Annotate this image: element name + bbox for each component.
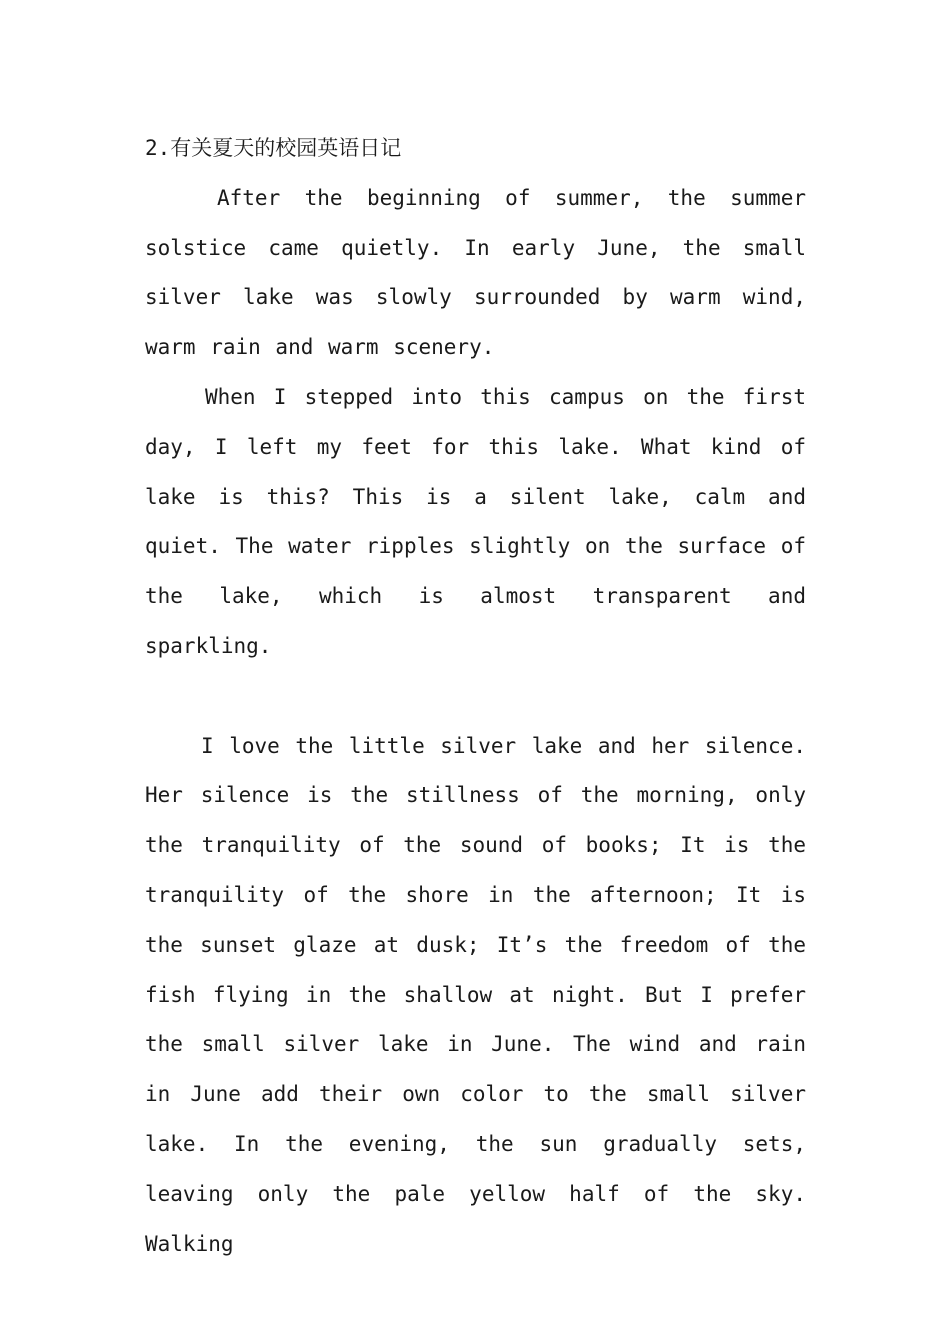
document-heading: 2.有关夏天的校园英语日记 bbox=[145, 136, 402, 160]
paragraph-2: When I stepped into this campus on the first day, I left my feet for this lake. What kind of lake is this? This is a silent lake, calm and quiet. The water ripples slightly on the surface of the lake, which is almost transparent and sparkling. bbox=[145, 384, 806, 658]
paragraph-3: I love the little silver lake and her silence. Her silence is the stillness of the morning, only the tranquility of the sound of books; It is the tranquility of the shore in the afternoon; It is the sunset glaze at dusk; It’s the freedom of the fish flying in the shallow at night. But I prefer the small silver lake in June. The wind and rain in June add their own color to the small silver lake. In the evening, the sun gradually sets, leaving only the pale yellow half of the sky. Walking bbox=[145, 733, 806, 1256]
document-body bbox=[145, 124, 806, 1269]
paragraph-1: After the beginning of summer, the summer solstice came quietly. In early June, the small silver lake was slowly surrounded by warm wind, warm rain and warm scenery. bbox=[145, 185, 806, 360]
paragraph-spacer bbox=[145, 672, 806, 722]
